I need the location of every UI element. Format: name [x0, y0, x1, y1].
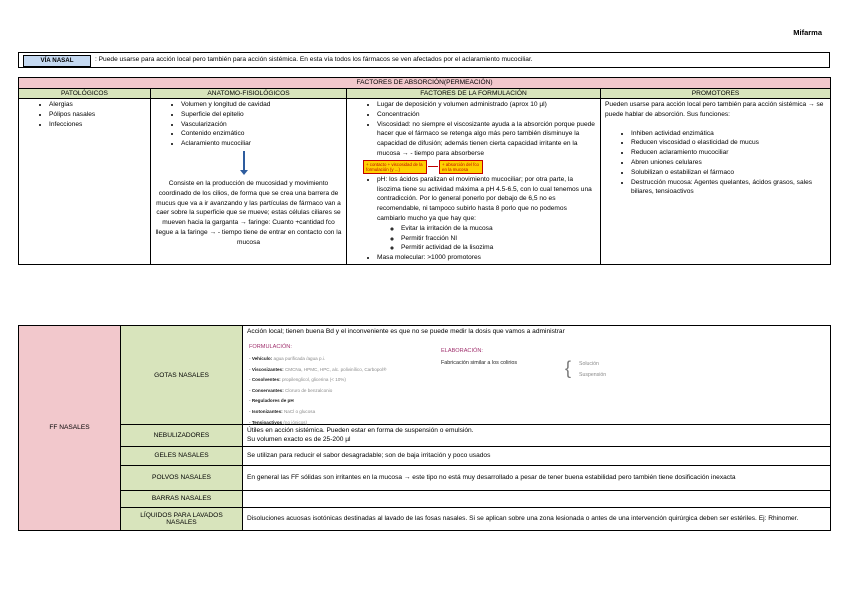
- header-anatomo: ANATOMO-FISIOLÓGICOS: [151, 89, 347, 99]
- formulacion-title: FORMULACIÓN:: [249, 344, 292, 350]
- promotores-cell: [601, 99, 831, 265]
- elaboracion-option: Suspensión: [579, 372, 607, 378]
- list-item: • Contenido enzimático: [181, 129, 342, 139]
- ff-nasales-table: [18, 325, 831, 531]
- list-item: - Conservantes: Cloruro de benzalconio: [249, 387, 333, 393]
- header-promotores: PROMOTORES: [601, 89, 831, 99]
- brand-name: Mifarma: [793, 28, 822, 37]
- viscosity-note-right: + absorción del fco en la mucosa: [439, 160, 483, 174]
- elaboracion-option: Solución: [579, 361, 599, 367]
- anatomo-cell: [151, 99, 347, 265]
- via-nasal-tag: VÍA NASAL: [23, 55, 91, 67]
- barras-label: BARRAS NASALES: [121, 490, 243, 507]
- list-item: • Reducen aclaramiento mucociliar: [631, 148, 826, 158]
- brace-icon: {: [565, 358, 572, 378]
- absorption-table: [18, 77, 831, 265]
- list-item: • Infecciones: [49, 120, 146, 130]
- header-formulacion: FACTORES DE LA FORMULACIÓN: [347, 89, 601, 99]
- absorption-title: FACTORES DE ABSORCIÓN(PERMEACIÓN): [19, 78, 831, 89]
- list-item: • Concentración: [377, 110, 596, 120]
- via-nasal-row: [18, 52, 830, 68]
- gotas-intro: Acción local; tienen buena Bd y el inconveniente es que no se puede medir la dosis que vamos a administrar: [247, 328, 565, 335]
- list-item: - Viscosizantes: CMCNa, HPMC, HPC, alc. polivinílico, Carbopol®: [249, 366, 387, 372]
- list-item: - Tensioactivos (no iónicos): [249, 419, 308, 425]
- list-item: • pH: los ácidos paralizan el movimiento mucociliar; por otra parte, la lisozima tiene su actividad máxima a pH 4.5-6.5, con lo cual tenemos una contradicción. Por lo general ponerlo por debajo de 6,5 no es recomendable, ni tampoco subirlo hasta 8 porlo que no podemos cambiarlo mucho ya que hay que:: [377, 175, 596, 224]
- list-item: • Masa molecular: >1000 promotores: [377, 253, 596, 263]
- nebulizadores-label: NEBULIZADORES: [121, 425, 243, 447]
- liquidos-label: LÍQUIDOS PARA LAVADOS NASALES: [121, 507, 243, 530]
- list-item: • Inhiben actividad enzimática: [631, 129, 826, 139]
- row-line: Útiles en acción sistémica. Pueden estar en forma de suspensión o emulsión.: [247, 427, 474, 434]
- gotas-content: [243, 326, 831, 425]
- geles-label: GELES NASALES: [121, 446, 243, 465]
- patologicos-cell: [19, 99, 151, 265]
- list-item: - Vehículo: agua purificada /agua p.i.: [249, 356, 326, 361]
- list-item: • Reducen viscosidad o elasticidad de mucus: [631, 138, 826, 148]
- list-item: • Pólipos nasales: [49, 110, 146, 120]
- arrow-right-icon: [428, 166, 438, 167]
- list-item: • Aclaramiento mucociliar: [181, 139, 342, 149]
- via-nasal-text: : Puede usarse para acción local pero también para acción sistémica. En esta vía todos los fármacos se ven afectados por el aclaramiento mucociliar.: [95, 56, 533, 63]
- list-item: - Isotonizantes: NaCl o glucosa: [249, 408, 316, 414]
- viscosity-note-left: + contacto + viscosidad de la formulación (y ...): [363, 160, 427, 174]
- row-line: Su volumen exacto es de 25-200 µl: [247, 436, 351, 444]
- list-item: • Abren uniones celulares: [631, 158, 826, 168]
- promotores-intro: Pueden usarse para acción local pero también para acción sistémica → se puede hablar de absorción. Sus funciones:: [605, 101, 824, 118]
- list-item: • Solubilizan o estabilizan el fármaco: [631, 168, 826, 178]
- list-item: • Volumen y longitud de cavidad: [181, 100, 342, 110]
- formulacion-cell: [347, 99, 601, 265]
- elaboracion-title: ELABORACIÓN:: [441, 348, 483, 354]
- liquidos-content: Disoluciones acuosas isotónicas destinadas al lavado de las fosas nasales. Si se aplican sobre una zona lesionada o antes de una intervención quirúrgica deben ser estériles. Ej: Rhinomer.: [243, 507, 831, 530]
- header-patologicos: PATOLÓGICOS: [19, 89, 151, 99]
- gotas-label: GOTAS NASALES: [121, 326, 243, 425]
- polvos-label: POLVOS NASALES: [121, 465, 243, 490]
- list-item: • Lugar de deposición y volumen administrado (aprox 10 µl): [377, 100, 596, 110]
- list-item: • Destrucción mucosa: Agentes quelantes, ácidos grasos, sales biliares, tensioactivos: [631, 178, 826, 198]
- list-item: • Viscosidad: no siempre el viscosizante ayuda a la absorción porque puede hacer que el fármaco se retenga algo más pero también disminuye la capacidad de difusión; además tienen cierta capacidad irritante en la mucosa → - tiempo para absorberse: [377, 120, 596, 159]
- list-item: - Cosolventes: propilenglicol, glicerina (< 10%): [249, 377, 346, 383]
- aclaramiento-note: Consiste en la producción de mucosidad y movimiento coordinado de los cilios, de forma que se crea una barrera de mucus que va a ir avanzando y las partículas de fármaco van a caer sobre la superficie que se mueve; estas células ciliares se mueven hacia la garganta → faringe: Cuanto +cantidad fco llegue a la faringe → - tiempo tiene de entrar en contacto con la mucosa: [155, 179, 342, 246]
- arrow-down-icon: [243, 151, 245, 171]
- geles-content: Se utilizan para reducir el sabor desagradable; son de baja irritación y poco usados: [243, 446, 831, 465]
- list-item: ◦ Permitir actividad de la lisozima: [401, 243, 596, 253]
- list-item: - Reguladores de pH: [249, 398, 294, 404]
- list-item: • Alergias: [49, 100, 146, 110]
- list-item: • Vascularización: [181, 120, 342, 130]
- viscosity-diagram: [363, 160, 596, 174]
- list-item: ◦ Permitir fracción NI: [401, 234, 596, 244]
- ff-nasales-label: FF NASALES: [19, 326, 121, 531]
- polvos-content: En general las FF sólidas son irritantes en la mucosa → este tipo no está muy desarrollado a pesar de tener buena estabilidad pero también tiene dosificación inexacta: [243, 465, 831, 490]
- formulacion-list: [249, 354, 386, 428]
- elaboracion-text: Fabricación similar a los colirios: [441, 360, 518, 366]
- list-item: ◦ Evitar la irritación de la mucosa: [401, 224, 596, 234]
- barras-content: [243, 490, 831, 507]
- list-item: • Superficie del epitelio: [181, 110, 342, 120]
